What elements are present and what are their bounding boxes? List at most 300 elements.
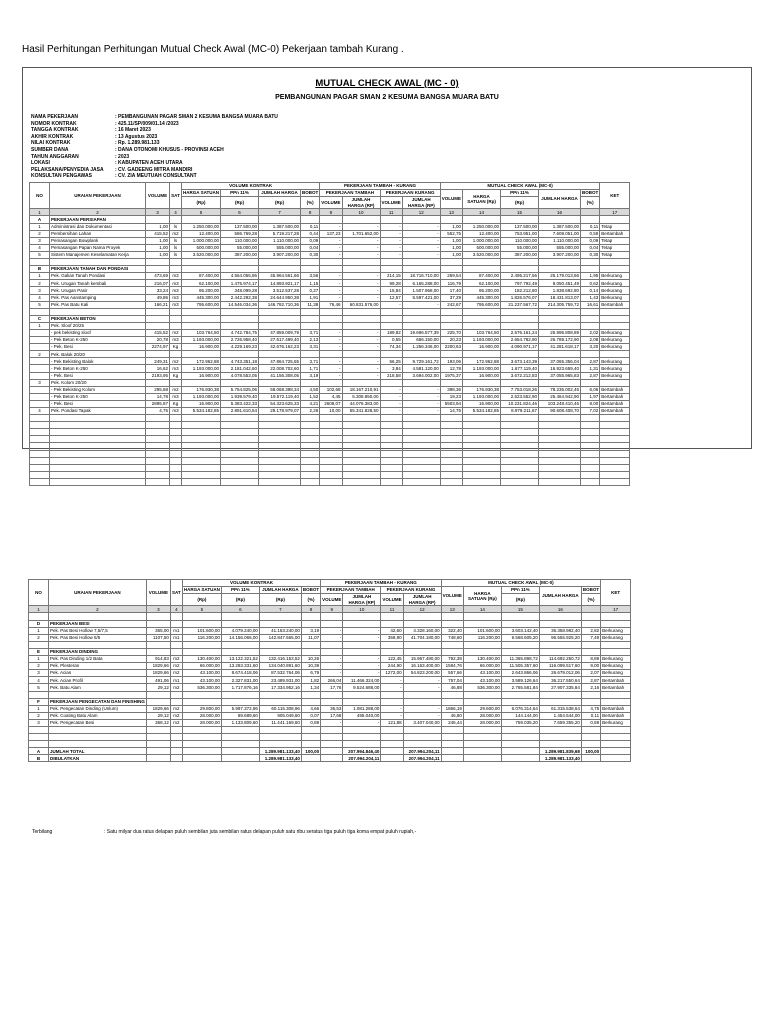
table-cell: 3.512.537,28 [259, 287, 301, 294]
table-cell: 189,82 [380, 329, 402, 336]
column-index: 14 [463, 209, 501, 216]
table-cell: 3.520.000,00 [182, 251, 221, 258]
table-cell: 17,40 [440, 287, 462, 294]
table-cell [380, 443, 402, 450]
table-cell: 193,06 [440, 358, 462, 365]
table-cell [600, 259, 630, 266]
table-cell: 500.000,00 [463, 244, 501, 251]
table-cell [259, 471, 301, 478]
group-volume-kontrak: VOLUME KONTRAK [182, 183, 320, 190]
table-cell [170, 613, 182, 620]
table-cell [463, 457, 501, 464]
table-cell: 6.076.314,64 [501, 705, 539, 712]
column-index: 17 [601, 606, 631, 613]
column-index: 15 [501, 606, 539, 613]
table-cell: Berkurang [601, 670, 631, 677]
table-row [30, 464, 630, 471]
table-cell [259, 322, 301, 329]
table-cell: 2,87 [581, 358, 600, 365]
table-cell: 20,23 [440, 337, 462, 344]
table-cell: Bertambah [600, 400, 630, 407]
table-cell [601, 641, 631, 648]
table-cell [221, 726, 259, 733]
table-cell [501, 464, 539, 471]
table-cell [170, 415, 182, 422]
mc-table-page-2 [28, 579, 631, 762]
table-cell: 55.000,00 [221, 244, 259, 251]
table-cell [301, 648, 320, 655]
table-cell [221, 734, 259, 741]
table-cell: - [320, 358, 342, 365]
table-cell [221, 379, 259, 386]
table-cell: 37,29 [440, 294, 462, 301]
table-cell [381, 620, 403, 627]
table-cell: - Pek Beton K-250 [50, 365, 146, 372]
table-cell: 61.315.538,64 [539, 705, 581, 712]
table-cell: 1.289.981.133,40 [259, 748, 301, 755]
table-cell: Tetap [600, 251, 630, 258]
table-cell [381, 734, 403, 741]
table-cell: 0,89 [301, 719, 320, 726]
table-cell: 2.442.292,38 [221, 294, 259, 301]
table-cell: 2.495.217,56 [501, 273, 539, 280]
table-cell [320, 443, 342, 450]
page-heading: Hasil Perhitungan Perhitungan Mutual Check Awal (MC-0) Pekerjaan tambah Kurang . [22, 44, 404, 55]
table-cell [581, 734, 600, 741]
table-cell: 23.489.931,00 [259, 677, 301, 684]
table-cell [182, 464, 221, 471]
table-cell [30, 471, 50, 478]
table-cell: 1,00 [146, 237, 170, 244]
table-cell: 16.900,00 [463, 372, 501, 379]
table-cell [320, 322, 342, 329]
table-cell: - [320, 273, 342, 280]
table-cell: - [342, 273, 380, 280]
table-cell [600, 216, 630, 223]
table-cell [182, 415, 221, 422]
table-cell [146, 266, 170, 273]
table-cell: 1975,37 [440, 372, 462, 379]
table-cell: 11.466.324,00 [343, 677, 381, 684]
table-cell [29, 641, 49, 648]
table-cell: 101.600,00 [463, 627, 501, 634]
table-cell [539, 415, 581, 422]
table-cell: 5.383.422,33 [221, 400, 259, 407]
table-cell: 797.792,49 [501, 280, 539, 287]
table-cell: 216,07 [146, 280, 170, 287]
column-index: 1 [30, 209, 50, 216]
table-cell [601, 691, 631, 698]
table-cell: 322,40 [441, 627, 463, 634]
table-cell: 19,23 [440, 393, 462, 400]
table-row [30, 237, 630, 244]
table-cell: 1.826.576,07 [501, 294, 539, 301]
table-cell: m3 [170, 273, 182, 280]
table-cell: 7.753.018,26 [501, 386, 539, 393]
table-cell [320, 259, 342, 266]
table-cell: 6,79 [301, 670, 320, 677]
table-cell [342, 216, 380, 223]
table-cell [259, 436, 301, 443]
table-cell: 172.962,88 [182, 358, 221, 365]
table-cell: 536.300,00 [182, 684, 221, 691]
table-cell: Tetap [600, 223, 630, 230]
table-cell: Berkurang [600, 372, 630, 379]
column-index [581, 209, 600, 216]
table-cell [403, 734, 441, 741]
table-cell [259, 429, 301, 436]
table-cell: 132.416.153,52 [259, 656, 301, 663]
table-cell: 1 [30, 322, 50, 329]
table-cell: 55.341.828,50 [342, 408, 380, 415]
table-cell: 26.789.172,90 [539, 337, 581, 344]
table-cell: 25.179.013,56 [539, 273, 581, 280]
table-row [30, 436, 630, 443]
col-no: NO [30, 183, 50, 209]
table-cell: 387.200,00 [221, 251, 259, 258]
table-cell [463, 464, 501, 471]
table-cell [440, 436, 462, 443]
table-cell [259, 266, 301, 273]
table-cell: 18.716.710,00 [402, 273, 440, 280]
table-cell [30, 422, 50, 429]
table-cell [301, 471, 320, 478]
table-cell: 8,00 [581, 400, 600, 407]
table-cell: 0,59 [581, 230, 600, 237]
table-cell: - [402, 301, 440, 308]
table-cell: 1.193.000,00 [463, 365, 501, 372]
table-cell [321, 648, 343, 655]
table-cell [463, 443, 501, 450]
table-cell: 28.000,00 [182, 712, 221, 719]
table-cell [50, 415, 146, 422]
table-cell: m2 [170, 719, 182, 726]
table-cell: 1.250.000,00 [463, 223, 501, 230]
document-subtitle: PEMBANGUNAN PAGAR SMAN 2 KESUMA BANGSA MUARA BATU [275, 94, 499, 101]
table-cell: 4,66 [301, 705, 320, 712]
table-cell [221, 620, 259, 627]
info-row [31, 160, 278, 167]
table-cell [259, 641, 301, 648]
unit-rp: (Rp) [501, 197, 539, 209]
table-cell [501, 641, 539, 648]
table-cell: 110.000,00 [501, 237, 539, 244]
table-cell [320, 478, 342, 485]
table-cell: C [30, 315, 50, 322]
table-cell [402, 216, 440, 223]
table-cell: 137.500,00 [501, 223, 539, 230]
table-cell: Kg [170, 344, 182, 351]
table-cell [259, 464, 301, 471]
table-cell: 0,11 [581, 712, 600, 719]
table-cell [501, 620, 539, 627]
table-cell: 11.505.357,60 [501, 663, 539, 670]
table-cell [402, 478, 440, 485]
table-cell: - [342, 358, 380, 365]
table-cell: 0,30 [581, 251, 600, 258]
unit-pct: (%) [581, 594, 600, 606]
table-cell: - [342, 329, 380, 336]
table-row [30, 294, 630, 301]
table-cell [50, 422, 146, 429]
info-value: : 13 Agustus 2023 [115, 133, 158, 140]
table-cell: Tetap [600, 244, 630, 251]
table-cell [259, 741, 301, 748]
table-cell [380, 429, 402, 436]
table-cell: Pembersihan Lahan [50, 230, 146, 237]
table-cell [301, 698, 320, 705]
table-cell [501, 755, 539, 762]
table-cell [501, 443, 539, 450]
table-row [29, 677, 631, 684]
table-cell: PEKERJAAN BETON [50, 315, 146, 322]
table-cell [221, 457, 259, 464]
table-cell [440, 379, 462, 386]
table-cell: 134.040.891,60 [259, 663, 301, 670]
col-mc-jumlah-harga: JUMLAH HARGA [539, 190, 581, 209]
table-cell: 3.907.200,00 [259, 251, 301, 258]
table-cell [539, 613, 581, 620]
table-cell [30, 436, 50, 443]
table-cell: - [380, 237, 402, 244]
table-cell [501, 415, 539, 422]
table-cell: - pek bekisting sloof [50, 329, 146, 336]
table-cell: 2,82 [581, 627, 600, 634]
table-cell [601, 734, 631, 741]
table-cell: 17,68 [321, 712, 343, 719]
table-cell [146, 755, 170, 762]
table-cell [49, 741, 147, 748]
table-cell: 445.300,00 [182, 294, 221, 301]
table-cell [301, 216, 320, 223]
table-cell [320, 471, 342, 478]
table-cell: 5.719.217,28 [259, 230, 301, 237]
table-row [29, 634, 631, 641]
table-cell: 43.100,00 [463, 677, 501, 684]
table-cell: 905.049,60 [259, 712, 301, 719]
column-index: 6 [221, 606, 259, 613]
table-cell [182, 443, 221, 450]
table-cell [320, 266, 342, 273]
table-cell: 1829,66 [146, 670, 170, 677]
table-cell: Pek. Sloof 20/25 [50, 322, 146, 329]
table-cell [501, 259, 539, 266]
table-cell [146, 726, 170, 733]
unit-rp: (Rp) [221, 197, 259, 209]
table-cell: ls [170, 237, 182, 244]
table-cell: 16.900,00 [182, 372, 221, 379]
table-cell: 1.250.000,00 [182, 223, 221, 230]
table-cell [146, 351, 170, 358]
table-cell: - [380, 251, 402, 258]
table-cell [539, 641, 581, 648]
table-cell: 207.994.204,11 [403, 748, 441, 755]
table-cell [170, 698, 182, 705]
table-cell [50, 259, 146, 266]
table-cell [49, 641, 147, 648]
table-cell: F [29, 698, 49, 705]
col-ket: KET [600, 183, 630, 209]
table-cell [380, 315, 402, 322]
table-cell: 1.193.000,00 [182, 365, 221, 372]
table-cell [320, 457, 342, 464]
table-cell [441, 741, 463, 748]
table-cell: 13.283.331,60 [221, 663, 259, 670]
table-cell: - [321, 719, 343, 726]
table-cell [463, 322, 501, 329]
table-cell: 11.365.898,72 [501, 656, 539, 663]
table-cell: 1,34 [301, 684, 320, 691]
column-index: 12 [402, 209, 440, 216]
table-cell: 1 [29, 627, 49, 634]
table-cell [600, 308, 630, 315]
table-cell: 116.200,00 [182, 634, 221, 641]
table-cell: 491,06 [146, 677, 170, 684]
column-index: 15 [501, 209, 539, 216]
table-cell [440, 322, 462, 329]
table-row [29, 613, 631, 620]
table-cell: Pek. Urugan Pasir [50, 287, 146, 294]
table-cell [601, 620, 631, 627]
table-row [29, 627, 631, 634]
table-cell [146, 464, 170, 471]
table-row [30, 429, 630, 436]
table-cell [342, 443, 380, 450]
table-cell [182, 422, 221, 429]
column-index: 13 [441, 606, 463, 613]
table-cell: 1.256.346,00 [402, 344, 440, 351]
table-cell: 1.677.119,40 [501, 365, 539, 372]
table-cell: m2 [170, 386, 182, 393]
table-cell: 365,00 [146, 627, 170, 634]
table-cell [403, 698, 441, 705]
table-cell [301, 478, 320, 485]
table-cell: Berkurang [601, 719, 631, 726]
table-cell: - [403, 705, 441, 712]
info-key: SUMBER DANA [31, 146, 69, 153]
table-cell: 130.400,00 [182, 656, 221, 663]
table-cell: Bertambah [601, 677, 631, 684]
column-index: 2 [49, 606, 147, 613]
table-cell [600, 457, 630, 464]
table-row [29, 670, 631, 677]
table-cell: - [343, 719, 381, 726]
table-cell: 0,04 [581, 244, 600, 251]
table-cell: 207.994.846,40 [343, 748, 381, 755]
table-cell: 1 [29, 705, 49, 712]
sheet-page-1 [22, 67, 752, 449]
table-cell: 110.000,00 [221, 237, 259, 244]
table-cell [182, 322, 221, 329]
table-cell: 225,70 [440, 329, 462, 336]
table-cell [539, 322, 581, 329]
table-cell: 12,57 [380, 294, 402, 301]
table-cell: m3 [170, 393, 182, 400]
table-cell: - [320, 372, 342, 379]
table-cell: 4.564.055,86 [221, 273, 259, 280]
table-cell: m2 [170, 712, 182, 719]
column-index: 10 [342, 209, 380, 216]
table-cell: B [30, 266, 50, 273]
table-cell [221, 741, 259, 748]
table-cell: - [320, 251, 342, 258]
table-cell [182, 748, 221, 755]
table-cell: 4,45 [320, 393, 342, 400]
table-cell [402, 429, 440, 436]
col-jumlah-harga: JUMLAH HARGA [259, 190, 301, 197]
table-cell [581, 216, 600, 223]
table-cell: ls [170, 251, 182, 258]
table-cell [581, 726, 600, 733]
table-cell: 2 [30, 351, 50, 358]
table-cell [30, 386, 50, 393]
table-cell [182, 266, 221, 273]
table-cell: 9,00 [581, 663, 600, 670]
table-cell: m3 [170, 408, 182, 415]
table-cell: 116.200,00 [463, 634, 501, 641]
table-cell: PEKERJAAN DINDING [49, 648, 147, 655]
group-tambah-kurang: PEKERJAAN TAMBAH - KURANG [321, 580, 442, 587]
table-cell [182, 450, 221, 457]
table-cell: 20,78 [146, 337, 170, 344]
table-row [29, 620, 631, 627]
table-cell [463, 613, 501, 620]
table-cell [221, 691, 259, 698]
column-index: 6 [221, 209, 259, 216]
table-cell [146, 259, 170, 266]
table-cell: 500.000,00 [182, 244, 221, 251]
table-cell: - Pek Bekisting Balok [50, 358, 146, 365]
table-cell: 12.400,00 [182, 230, 221, 237]
table-cell: 1,00 [146, 223, 170, 230]
table-cell [182, 315, 221, 322]
table-cell [402, 443, 440, 450]
table-cell [170, 734, 182, 741]
table-cell: 172.962,88 [463, 358, 501, 365]
table-cell [539, 443, 581, 450]
table-cell: Pek. Galian Tanah Pondasi [50, 273, 146, 280]
table-cell [343, 741, 381, 748]
table-cell [301, 641, 320, 648]
table-cell: - [380, 386, 402, 393]
table-cell [380, 379, 402, 386]
info-key: TAHUN ANGGARAN [31, 153, 79, 160]
table-cell [402, 436, 440, 443]
table-cell [441, 613, 463, 620]
table-cell: Sistem Manajemen Keselamatan Kerja [50, 251, 146, 258]
table-cell: 26.679.012,06 [539, 670, 581, 677]
table-cell [259, 698, 301, 705]
table-cell [221, 613, 259, 620]
table-cell: Kg [170, 400, 182, 407]
table-cell: 214.305.759,72 [539, 301, 581, 308]
table-cell: 3,20 [581, 344, 600, 351]
table-cell: 37.055.965,83 [539, 372, 581, 379]
table-cell: 87.532.764,06 [259, 670, 301, 677]
table-cell [600, 315, 630, 322]
column-index: 13 [440, 209, 462, 216]
table-cell [146, 379, 170, 386]
table-cell [600, 450, 630, 457]
table-cell [403, 648, 441, 655]
table-row [29, 641, 631, 648]
table-row [30, 450, 630, 457]
table-cell [581, 691, 600, 698]
table-cell: 8,89 [581, 656, 600, 663]
table-cell: 25.464.942,90 [539, 393, 581, 400]
document-title: MUTUAL CHECK AWAL (MC - 0) [315, 78, 459, 89]
table-cell: 1584,76 [441, 663, 463, 670]
